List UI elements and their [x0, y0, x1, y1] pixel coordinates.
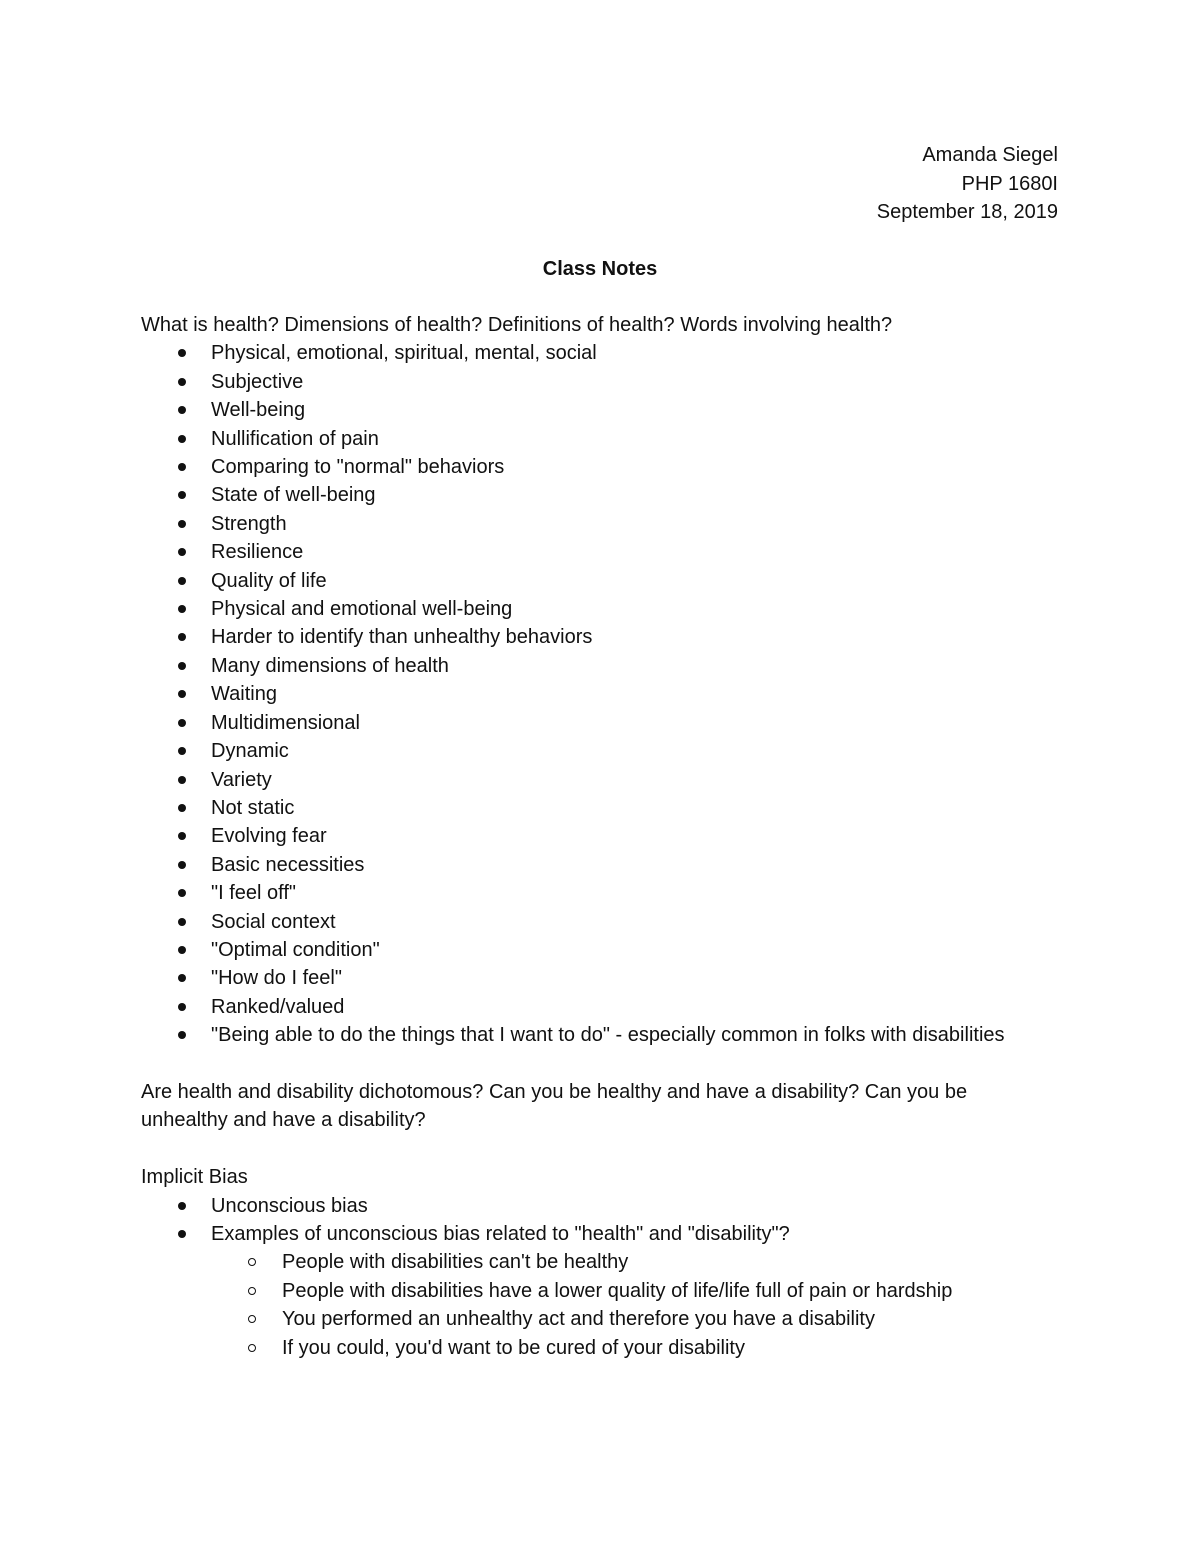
bullet-icon	[178, 349, 186, 357]
health-terms-list	[141, 339, 1041, 1049]
disability-question: Are health and disability dichotomous? Can you be healthy and have a disability? Can you be unhealthy and have a disability?	[141, 1080, 968, 1132]
list-item: Strength	[141, 510, 1041, 538]
list-item: State of well-being	[141, 481, 1041, 509]
list-item: Resilience	[141, 538, 1041, 566]
list-item: Examples of unconscious bias related to "health" and "disability"? People with disabilities can't be healthy People with disabilities have a lower quality of life/life full of pain or hardship You performed an unhealthy act and therefore you have a disability If you could, you'd want to be cured of your disability	[141, 1220, 1041, 1362]
bullet-icon	[178, 1003, 186, 1011]
sub-list-item: People with disabilities can't be healthy	[141, 1248, 1041, 1276]
implicit-bias-list	[141, 1192, 1041, 1362]
list-item: Harder to identify than unhealthy behaviors	[141, 623, 1041, 651]
list-item: Comparing to "normal" behaviors	[141, 453, 1041, 481]
bullet-icon	[178, 747, 186, 755]
list-item: "How do I feel"	[141, 964, 1041, 992]
health-question: What is health? Dimensions of health? Definitions of health? Words involving health?	[141, 314, 893, 336]
list-item: Variety	[141, 766, 1041, 794]
bullet-icon	[178, 662, 186, 670]
bullet-icon	[178, 548, 186, 556]
list-item: "Being able to do the things that I want to do" - especially common in folks with disabilities	[141, 1021, 1041, 1049]
bullet-icon	[178, 406, 186, 414]
bullet-icon	[178, 491, 186, 499]
bullet-icon	[178, 1230, 186, 1238]
list-item: Quality of life	[141, 567, 1041, 595]
page-title: Class Notes	[542, 258, 658, 280]
bias-examples-list	[211, 1248, 1041, 1362]
list-item: Ranked/valued	[141, 993, 1041, 1021]
list-item: Physical and emotional well-being	[141, 595, 1041, 623]
author-name: Amanda Siegel	[922, 144, 1058, 166]
list-item: Social context	[141, 908, 1041, 936]
bullet-icon	[178, 1031, 186, 1039]
list-item: Basic necessities	[141, 851, 1041, 879]
list-item: Many dimensions of health	[141, 652, 1041, 680]
list-item: Waiting	[141, 680, 1041, 708]
list-item: Physical, emotional, spiritual, mental, social	[141, 339, 1041, 367]
bullet-icon	[178, 918, 186, 926]
bullet-icon	[178, 946, 186, 954]
bullet-icon	[178, 974, 186, 982]
bullet-icon	[178, 463, 186, 471]
hollow-bullet-icon	[248, 1315, 256, 1323]
bullet-icon	[178, 776, 186, 784]
bullet-icon	[178, 378, 186, 386]
bullet-icon	[178, 861, 186, 869]
bullet-icon	[178, 832, 186, 840]
list-item: Evolving fear	[141, 822, 1041, 850]
bullet-icon	[178, 520, 186, 528]
list-item: Unconscious bias	[141, 1192, 1041, 1220]
hollow-bullet-icon	[248, 1287, 256, 1295]
bullet-icon	[178, 889, 186, 897]
sub-list-item: You performed an unhealthy act and therefore you have a disability	[141, 1305, 1041, 1333]
list-item: Not static	[141, 794, 1041, 822]
list-item: Nullification of pain	[141, 425, 1041, 453]
hollow-bullet-icon	[248, 1258, 256, 1266]
document-date: September 18, 2019	[876, 201, 1058, 224]
list-item: Multidimensional	[141, 709, 1041, 737]
document-header	[877, 141, 1058, 227]
sub-list-item: If you could, you'd want to be cured of your disability	[141, 1334, 1041, 1362]
sub-list-item: People with disabilities have a lower quality of life/life full of pain or hardship	[141, 1277, 1041, 1305]
bullet-icon	[178, 690, 186, 698]
list-item: Subjective	[141, 368, 1041, 396]
list-item: "Optimal condition"	[141, 936, 1041, 964]
bullet-icon	[178, 804, 186, 812]
list-item: "I feel off"	[141, 879, 1041, 907]
list-item: Well-being	[141, 396, 1041, 424]
document-body	[141, 311, 1041, 1362]
hollow-bullet-icon	[248, 1344, 256, 1352]
bullet-icon	[178, 435, 186, 443]
section-heading: Implicit Bias	[141, 1166, 248, 1189]
bullet-icon	[178, 719, 186, 727]
bullet-icon	[178, 1202, 186, 1210]
bullet-icon	[178, 633, 186, 641]
bullet-icon	[178, 577, 186, 585]
list-item: Dynamic	[141, 737, 1041, 765]
course-code: PHP 1680I	[961, 172, 1058, 195]
bullet-icon	[178, 605, 186, 613]
